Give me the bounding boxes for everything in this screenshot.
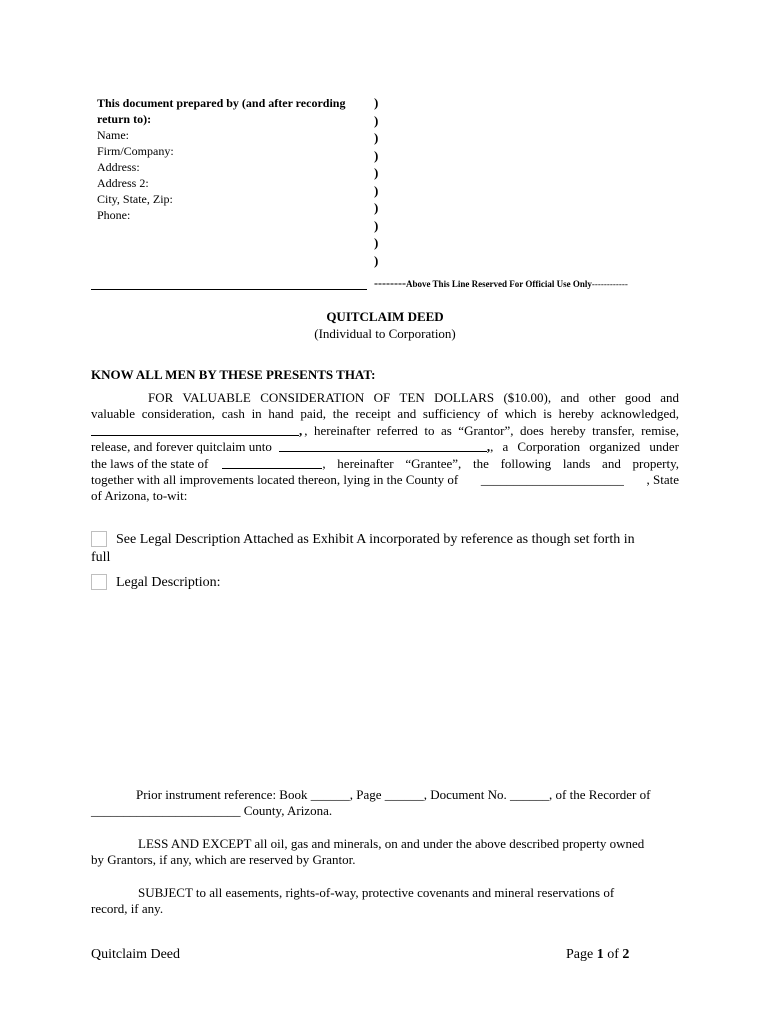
legal-description-label: Legal Description:	[116, 575, 221, 590]
consideration-line3: , , hereinafter referred to as “Grantor”, does hereby transfer, remise,	[91, 423, 679, 439]
less-except-paragraph	[91, 836, 679, 869]
legal-description-checkbox[interactable]	[91, 574, 107, 590]
of-label: of	[607, 947, 619, 962]
document-subtitle: (Individual to Corporation)	[314, 326, 456, 341]
paren: )	[374, 252, 379, 268]
county-blank[interactable]: ______________________	[480, 472, 624, 488]
paren-column	[374, 94, 378, 269]
prepared-by-block	[97, 95, 367, 223]
grantor-clause: , hereinafter referred to as “Grantor”, does hereby transfer, remise,	[304, 422, 679, 438]
less-except-line1: LESS AND EXCEPT all oil, gas and minerals, on and under the above described property owned	[138, 836, 645, 851]
exhibit-a-option-line2: full	[91, 550, 111, 565]
exhibit-a-checkbox[interactable]	[91, 531, 107, 547]
consideration-line5	[91, 456, 679, 472]
county-clause: together with all improvements located thereon, lying in the County of	[91, 472, 459, 488]
grantee-name-blank[interactable]	[279, 439, 487, 452]
subject-to-line1: SUBJECT to all easements, rights-of-way, protective covenants and mineral reservations of	[138, 885, 615, 900]
phone-field-label: Phone:	[97, 208, 131, 222]
subject-to-paragraph	[91, 885, 679, 918]
subject-to-line2: record, if any.	[91, 901, 164, 917]
paren: )	[374, 147, 379, 163]
corporation-clause: , a Corporation organized under	[490, 439, 679, 455]
reserved-line-notice	[374, 276, 628, 291]
firm-company-field-label: Firm/Company:	[97, 144, 174, 158]
prior-instrument-line1: Prior instrument reference: Book ______, Page ______, Document No. ______, of the Recorder of	[136, 787, 651, 802]
consideration-line6	[91, 472, 679, 488]
exhibit-a-option-line1: See Legal Description Attached as Exhibit A incorporated by reference as though set forth in	[116, 532, 635, 547]
reserved-text: Above This Line Reserved For Official Use Only	[405, 279, 592, 289]
paren: )	[374, 200, 379, 215]
prior-instrument-paragraph	[91, 787, 679, 820]
page-total: 2	[622, 947, 630, 962]
prior-instrument-line2: _______________________ County, Arizona.	[91, 803, 333, 819]
page-number: 1	[596, 947, 604, 962]
paren: )	[374, 130, 379, 145]
consideration-line4: release, and forever quitclaim unto , , a Corporation organized under	[91, 439, 679, 455]
prepared-by-heading-line2: return to):	[97, 112, 152, 126]
quitclaim-clause: release, and forever quitclaim unto	[91, 439, 272, 455]
less-except-line2: by Grantors, if any, which are reserved by Grantor.	[91, 852, 356, 868]
consideration-line7: of Arizona, to-wit:	[91, 488, 188, 504]
consideration-line1: FOR VALUABLE CONSIDERATION OF TEN DOLLARS ($10.00), and other good and	[148, 390, 679, 405]
reserved-dashes-right: ------------	[591, 279, 628, 289]
page-indicator	[566, 947, 629, 963]
page-label: Page	[566, 947, 594, 962]
paren: )	[374, 95, 379, 110]
reserved-dashes-left: --------	[374, 276, 406, 290]
consideration-line2: valuable consideration, cash in hand paid, the receipt and sufficiency of which is hereby acknowledged,	[91, 406, 679, 422]
address2-field-label: Address 2:	[97, 176, 149, 190]
paren: )	[374, 235, 379, 250]
grantor-name-blank[interactable]	[91, 423, 299, 436]
paren: )	[374, 165, 379, 180]
prepared-by-heading-line1: This document prepared by (and after recording	[97, 96, 346, 110]
know-all-heading: KNOW ALL MEN BY THESE PRESENTS THAT:	[91, 367, 376, 382]
state-of-clause: the laws of the state of	[91, 455, 209, 471]
city-state-zip-field-label: City, State, Zip:	[97, 192, 173, 206]
footer-title: Quitclaim Deed	[91, 947, 181, 962]
paren: )	[374, 217, 379, 233]
recording-line	[91, 289, 367, 290]
name-field-label: Name:	[97, 128, 129, 142]
consideration-paragraph	[91, 390, 679, 505]
state-suffix: , State	[646, 472, 679, 488]
document-title: QUITCLAIM DEED	[326, 309, 444, 324]
grantee-clause: , hereinafter “Grantee”, the following lands and property,	[322, 455, 679, 471]
address-field-label: Address:	[97, 160, 140, 174]
paren: )	[374, 112, 379, 128]
paren: )	[374, 182, 379, 198]
state-blank[interactable]	[222, 456, 322, 469]
